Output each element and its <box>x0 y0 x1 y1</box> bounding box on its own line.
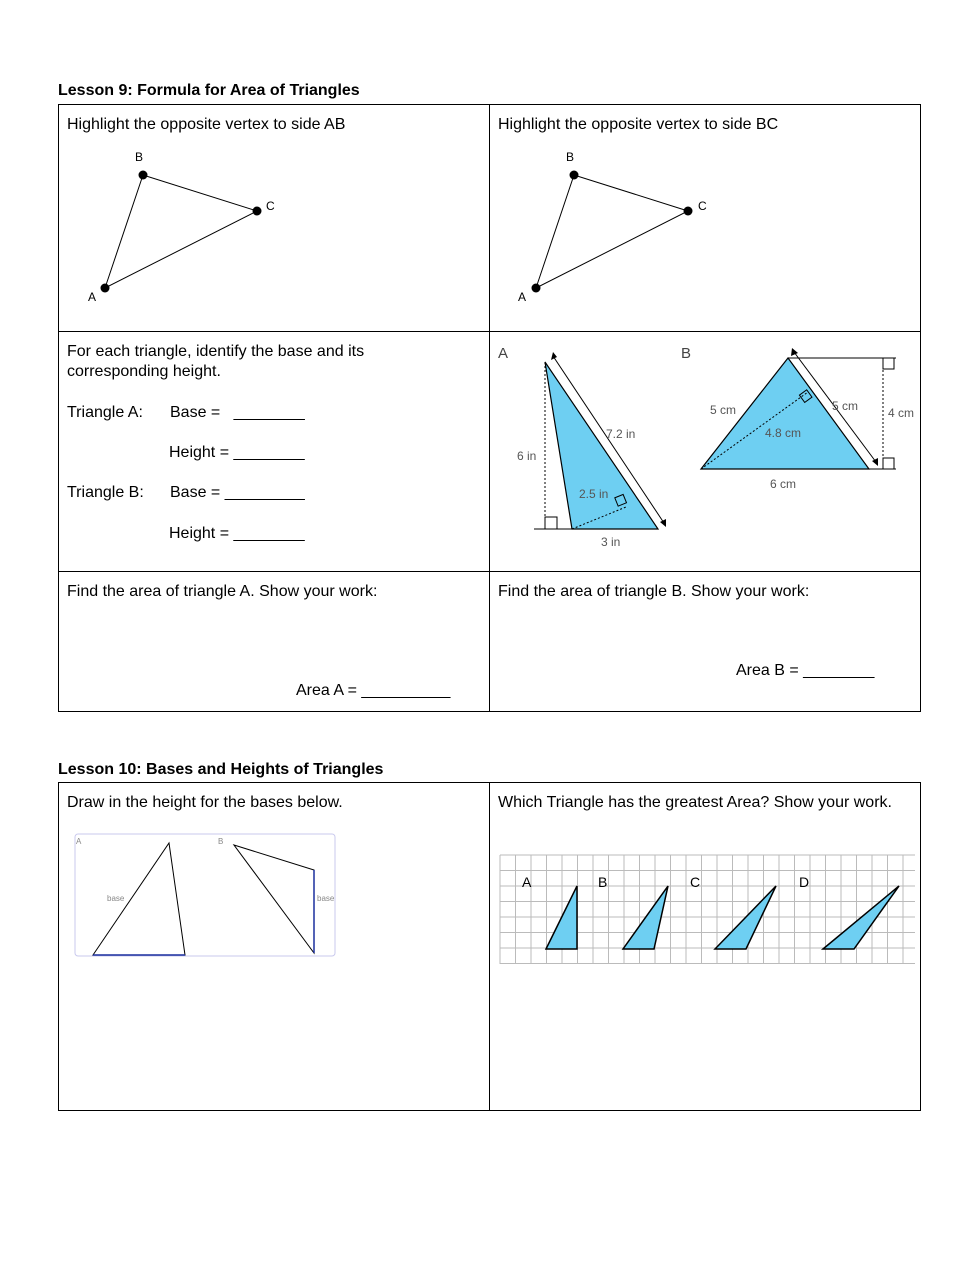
vertex-a-label: A <box>88 290 97 304</box>
l9-cell-5 <box>59 572 490 712</box>
tri-a-height-blank: Height = ________ <box>169 444 305 461</box>
tri-b-height-blank: Height = ________ <box>169 525 305 542</box>
l9-cell-4 <box>490 332 921 572</box>
vertex-b-label: B <box>566 150 575 164</box>
tri-b-base-label: 6 cm <box>770 477 797 491</box>
figure-a-triangle <box>534 352 666 529</box>
base-label-b: base <box>317 894 335 903</box>
grid-triangles-figure <box>490 783 920 1111</box>
draw-height-figures <box>59 783 489 1111</box>
lesson10-title: Lesson 10: Bases and Heights of Triangles <box>58 761 384 778</box>
lesson9-table <box>58 104 921 712</box>
vertex-a-label: A <box>518 290 527 304</box>
vertex-b-dot <box>139 171 148 180</box>
grid-label-a: A <box>522 874 532 890</box>
figure-b-label: B <box>681 345 692 362</box>
l9-cell-6 <box>490 572 921 712</box>
base-height-figures <box>490 332 920 572</box>
base-label-a: base <box>107 894 125 903</box>
tri-b-right-label: 5 cm <box>832 399 859 413</box>
vertex-a-dot <box>532 284 541 293</box>
vertex-triangle-bc <box>490 105 920 332</box>
grid-label-d: D <box>799 874 810 890</box>
figure-a-label: A <box>76 837 82 846</box>
l9-cell1-prompt: Highlight the opposite vertex to side AB <box>67 116 346 133</box>
tri-b-label: Triangle B: <box>67 484 144 501</box>
vertex-triangle-ab <box>59 105 489 332</box>
l10-cell1-prompt: Draw in the height for the bases below. <box>67 794 343 811</box>
l9-cell5-prompt: Find the area of triangle A. Show your work: <box>67 583 378 600</box>
area-b-blank: Area B = ________ <box>736 662 875 679</box>
area-a-blank: Area A = __________ <box>296 682 451 699</box>
grid-label-c: C <box>690 874 701 890</box>
tri-a-inner-label: 2.5 in <box>579 487 609 501</box>
figure-b-label: B <box>218 837 224 846</box>
figure-a-label: A <box>498 345 509 362</box>
tri-b-inner-label: 4.8 cm <box>765 426 802 440</box>
vertex-c-dot <box>253 207 262 216</box>
tri-b-base-blank: Base = _________ <box>170 484 305 501</box>
tri-a-base-blank: Base = ________ <box>170 404 305 421</box>
tri-a-base-label: 3 in <box>601 535 621 549</box>
l9-cell-2 <box>490 105 921 332</box>
grid-label-b: B <box>598 874 608 890</box>
vertex-a-dot <box>101 284 110 293</box>
tri-a-label: Triangle A: <box>67 404 143 421</box>
tri-b-left-label: 5 cm <box>710 403 737 417</box>
vertex-c-dot <box>684 207 693 216</box>
l9-cell6-prompt: Find the area of triangle B. Show your work: <box>498 583 810 600</box>
l9-cell-1 <box>59 105 490 332</box>
lesson10-table <box>58 782 921 1111</box>
vertex-c-label: C <box>698 199 707 213</box>
l10-cell2-prompt: Which Triangle has the greatest Area? Show your work. <box>498 794 892 811</box>
vertex-b-dot <box>570 171 579 180</box>
l9-cell2-prompt: Highlight the opposite vertex to side BC <box>498 116 779 133</box>
l10-cell-2 <box>490 783 921 1111</box>
vertex-b-label: B <box>135 150 144 164</box>
vertex-c-label: C <box>266 199 275 213</box>
l9-cell3-prompt: For each triangle, identify the base and its corresponding height. <box>67 343 365 380</box>
lesson9-title: Lesson 9: Formula for Area of Triangles <box>58 82 360 99</box>
tri-a-height-label: 6 in <box>517 449 537 463</box>
tri-a-side-label: 7.2 in <box>606 427 636 441</box>
l10-cell-1 <box>59 783 490 1111</box>
tri-b-height-label: 4 cm <box>888 406 915 420</box>
l9-cell-3 <box>59 332 490 572</box>
